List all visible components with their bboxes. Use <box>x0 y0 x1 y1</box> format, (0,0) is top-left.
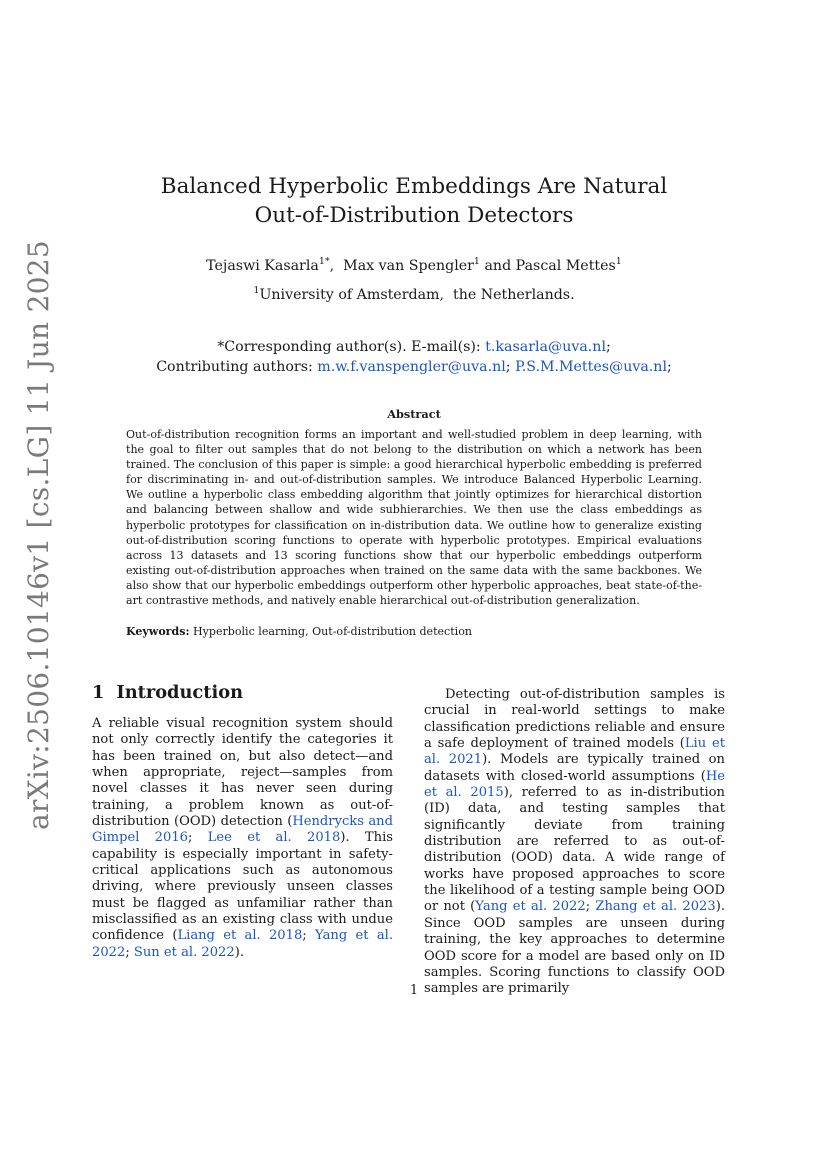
keywords-line <box>126 624 702 639</box>
citation-link[interactable]: Yang et al. 2022 <box>475 899 586 915</box>
body-text: ; <box>302 928 315 944</box>
introduction-left-column <box>92 716 393 961</box>
body-text: ; <box>125 944 134 960</box>
author-separator: , <box>329 258 344 274</box>
author-affiliation-marker: 1 <box>615 256 622 267</box>
contact-info <box>100 337 728 377</box>
citation-link[interactable]: Yang et al. 2022 <box>92 928 393 960</box>
author-affiliation-marker: 1* <box>318 256 330 267</box>
body-text: ; <box>585 899 596 915</box>
arxiv-identifier-stamp: arXiv:2506.10146v1 [cs.LG] 11 Jun 2025 <box>22 239 55 830</box>
body-text: Detecting out-of-distribution samples is crucial in real-world settings to make classification predictions reliable and ensure a safe deployment of trained models ( <box>424 687 725 752</box>
contributing-email-link-1[interactable]: m.w.f.vanspengler@uva.nl <box>317 359 506 375</box>
author-name: Pascal Mettes <box>515 258 616 274</box>
contributing-email-suffix: ; <box>667 359 672 375</box>
corresponding-email-link[interactable]: t.kasarla@uva.nl <box>485 339 606 355</box>
author-affiliation-marker: 1 <box>473 256 480 267</box>
keywords-text: Hyperbolic learning, Out-of-distribution detection <box>189 625 472 638</box>
paper-title <box>130 172 698 230</box>
body-text: ). Since OOD samples are unseen during training, the key approaches to determine OOD score for a model are based only on ID samples. Scoring functions to classify OOD samples are primarily <box>424 899 726 997</box>
abstract-text: Out-of-distribution recognition forms an important and well-studied problem in deep learning, with the goal to filter out samples that do not belong to the distribution on which a network has been trained. The conclusion of this paper is simple: a good hierarchical hyperbolic embedding is preferred for discriminating in- and out-of-distribution samples. We introduce Balanced Hyperbolic Learning. We outline a hyperbolic class embedding algorithm that jointly optimizes for hierarchical distortion and balancing between shallow and wide subhierarchies. We then use the class embeddings as hyperbolic prototypes for classification on in-distribution data. We outline how to generalize existing out-of-distribution scoring functions to operate with hyperbolic prototypes. Empirical evaluations across 13 datasets and 13 scoring functions show that our hyperbolic embeddings outperform existing out-of-distribution approaches when trained on the same data with the same backbones. We also show that our hyperbolic embeddings outperform other hyperbolic approaches, beat state-of-the-art contrastive methods, and natively enable hierarchical out-of-distribution generalization. <box>126 428 702 608</box>
body-text: ). <box>234 944 244 960</box>
citation-link[interactable]: Sun et al. 2022 <box>133 944 235 960</box>
contributing-authors-label: Contributing authors: <box>156 359 318 375</box>
author-name: Tejaswi Kasarla <box>206 258 319 274</box>
body-text: ), referred to as in-distribution (ID) data, and testing samples that significantly deviate from training distribution are referred to as out-of-distribution (OOD) data. A wide range of works have proposed approaches to score the likelihood of a testing sample being OOD or not ( <box>424 785 725 915</box>
body-text: ). This capability is especially important in safety-critical applications such as autonomous driving, where previously unseen classes must be flagged as unfamiliar rather than misclassified as an existing class with undue confidence ( <box>92 830 393 944</box>
citation-link[interactable]: Liang et al. 2018 <box>177 928 303 944</box>
corresponding-email-suffix: ; <box>606 339 611 355</box>
affiliation <box>130 286 698 305</box>
abstract-heading: Abstract <box>387 407 441 421</box>
author-separator: and <box>479 258 516 274</box>
introduction-right-column <box>424 687 725 998</box>
title-line-1: Balanced Hyperbolic Embeddings Are Natural <box>160 174 668 199</box>
keywords-label: Keywords: <box>126 625 190 638</box>
corresponding-author-line <box>100 337 728 357</box>
corresponding-author-label: *Corresponding author(s). E-mail(s): <box>217 339 486 355</box>
citation-link[interactable]: Liu et al. 2021 <box>424 736 725 768</box>
citation-link[interactable]: He et al. 2015 <box>424 768 725 801</box>
body-text: A reliable visual recognition system should not only correctly identify the categories it has been trained on, but also detect—and when appropriate, reject—samples from novel classes it has never seen during training, a problem known as out-of-distribution (OOD) detection ( <box>92 716 393 830</box>
body-text: ). Models are typically trained on datasets with closed-world assumptions ( <box>424 752 725 784</box>
page-number: 1 <box>409 983 419 998</box>
citation-link[interactable]: Lee et al. 2018 <box>207 830 341 846</box>
author-name: Max van Spengler <box>343 258 474 274</box>
citation-link[interactable]: Zhang et al. 2023 <box>595 899 716 915</box>
contributing-email-separator: ; <box>505 359 516 375</box>
body-text: ; <box>188 830 208 846</box>
title-line-2: Out-of-Distribution Detectors <box>254 203 574 228</box>
section-title: Introduction <box>116 682 244 703</box>
affiliation-marker: 1 <box>253 285 260 296</box>
contributing-authors-line <box>100 357 728 377</box>
contributing-email-link-2[interactable]: P.S.M.Mettes@uva.nl <box>515 359 667 375</box>
citation-link[interactable]: Hendrycks and Gimpel 2016 <box>92 814 393 846</box>
affiliation-text: University of Amsterdam, the Netherlands. <box>259 287 575 303</box>
section-number: 1 <box>92 682 105 703</box>
section-heading-introduction <box>92 682 243 703</box>
author-list <box>130 257 698 276</box>
